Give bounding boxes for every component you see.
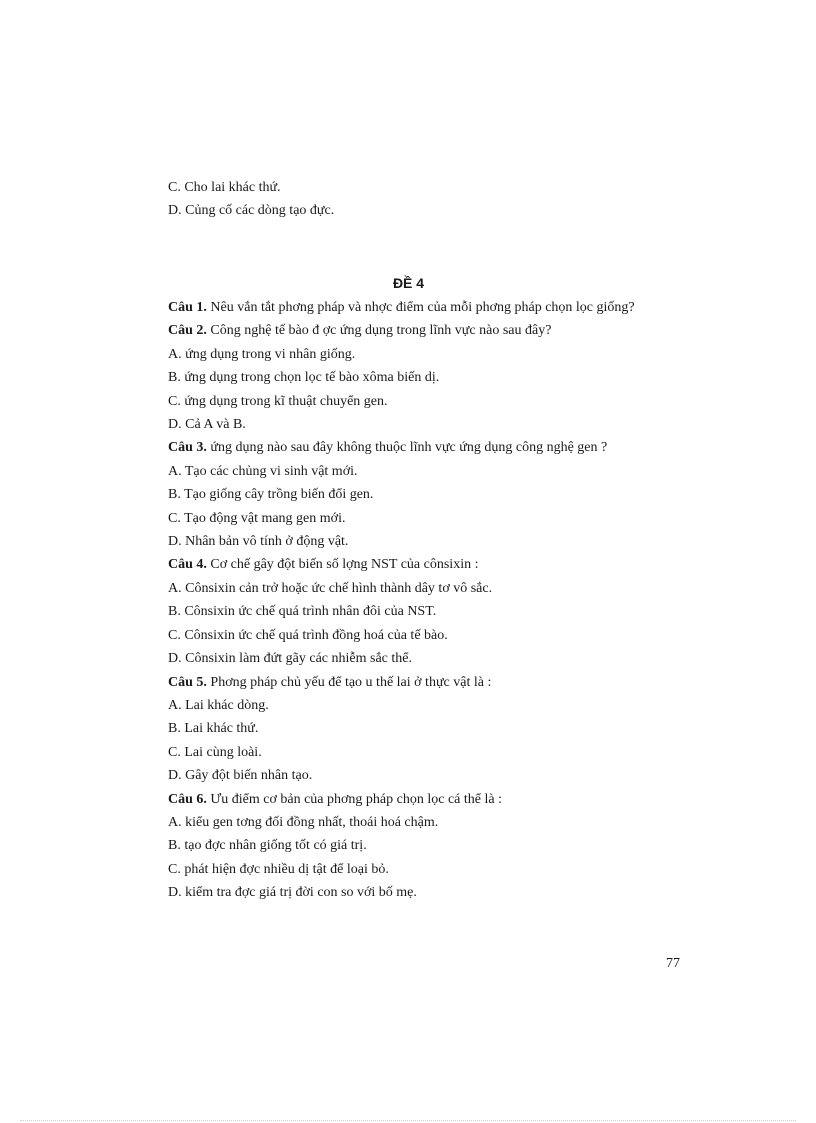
option-d: D. Nhân bản vô tính ở động vật. (168, 534, 349, 550)
questions-block (137, 296, 680, 905)
question-label: Câu 1. (168, 300, 207, 315)
option-d: D. Củng cố các dòng tạo đực. (168, 203, 335, 219)
option-d: D. Cônsixin làm đứt gãy các nhiễm sắc thể. (168, 651, 412, 667)
question-text: ứng dụng nào sau đây không thuộc lĩnh vực ứng dụng công nghệ gen ? (206, 440, 608, 456)
option-d: D. Gây đột biến nhân tạo. (168, 768, 313, 784)
option-c: C. Cho lai khác thứ. (168, 180, 281, 195)
page-bottom-divider (20, 1120, 796, 1121)
option-c: C. Lai cùng loài. (168, 744, 262, 760)
option-c: C. Tạo động vật mang gen mới. (168, 510, 346, 526)
previous-question-options (168, 176, 688, 223)
question-text: Ưu điểm cơ bản của phơng pháp chọn lọc cá thể là : (206, 791, 502, 807)
option-b: B. ứng dụng trong chọn lọc tế bào xôma biến dị. (168, 370, 440, 386)
option-b: B. Lai khác thứ. (168, 721, 259, 737)
question-2 (137, 319, 680, 342)
option-c: C. Cônsixin ức chế quá trình đồng hoá của tế bào. (168, 627, 448, 643)
option-a: A. Cônsixin cản trở hoặc ức chế hình thành dây tơ vô sắc. (168, 580, 493, 596)
option-a: A. ứng dụng trong vi nhân giống. (168, 346, 356, 362)
question-label: Câu 4. (168, 557, 207, 573)
option-a: A. Lai khác dòng. (168, 697, 269, 713)
option-a: A. kiểu gen tơng đối đồng nhất, thoái hoá chậm. (168, 814, 439, 830)
page-number: 77 (666, 956, 680, 971)
question-text: Phơng pháp chủ yếu để tạo u thế lai ở thực vật là : (206, 674, 492, 690)
question-6 (137, 788, 680, 811)
question-5 (137, 671, 680, 694)
option-d: D. Cả A và B. (168, 417, 246, 433)
option-d: D. kiểm tra đợc giá trị đời con so với bố mẹ. (168, 885, 417, 901)
section-title: ĐỀ 4 (392, 275, 425, 291)
option-c: C. ứng dụng trong kĩ thuật chuyển gen. (168, 393, 388, 409)
question-text: Công nghệ tế bào đ ợc ứng dụng trong lĩnh vực nào sau đây? (206, 323, 552, 339)
question-4 (137, 553, 680, 576)
question-1 (137, 296, 680, 319)
option-b: B. Tạo giống cây trồng biến đổi gen. (168, 487, 374, 503)
question-text: Nêu vắn tắt phơng pháp và nhợc điểm của mỗi phơng pháp chọn lọc giống? (206, 300, 635, 315)
question-label: Câu 3. (168, 440, 207, 456)
option-a: A. Tạo các chủng vi sinh vật mới. (168, 463, 358, 479)
option-b: B. Cônsixin ức chế quá trình nhân đôi của NST. (168, 604, 437, 620)
question-label: Câu 6. (168, 791, 207, 807)
question-text: Cơ chế gây đột biến số lợng NST của cônsixin : (206, 557, 479, 573)
question-label: Câu 5. (168, 674, 207, 690)
question-label: Câu 2. (168, 323, 207, 339)
question-3 (137, 436, 680, 459)
option-b: B. tạo đợc nhân giống tốt có giá trị. (168, 838, 367, 854)
option-c: C. phát hiện đợc nhiều dị tật để loại bỏ. (168, 861, 389, 877)
